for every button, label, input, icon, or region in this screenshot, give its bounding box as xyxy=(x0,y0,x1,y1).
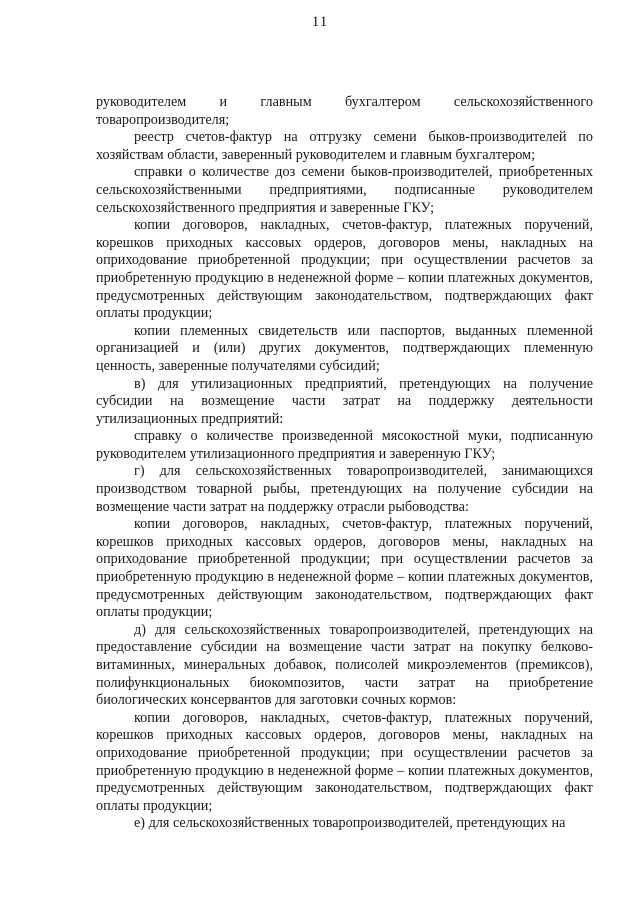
paragraph: справку о количестве произведенной мясокостной муки, подписанную руководителем утилизационного предприятия и заверенную ГКУ; xyxy=(96,428,593,462)
paragraph: справки о количестве доз семени быков-производителей, приобретенных сельскохозяйственными предприятиями, подписанные руководителем сельскохозяйственного предприятия и заверенные ГКУ; xyxy=(96,164,593,216)
paragraph: копии договоров, накладных, счетов-фактур, платежных поручений, корешков приходных кассовых ордеров, договоров мены, накладных на оприходование приобретенной продукции; при осуществлении расчетов за приобретенную продукцию в неденежной форме – копии платежных документов, предусмотренных действующим законодательством, подтверждающих факт оплаты продукции; xyxy=(96,709,593,814)
page-number: 11 xyxy=(311,14,329,30)
paragraph: е) для сельскохозяйственных товаропроизводителей, претендующих на xyxy=(134,815,566,832)
paragraph: копии договоров, накладных, счетов-фактур, платежных поручений, корешков приходных кассовых ордеров, договоров мены, накладных на оприходование приобретенной продукции; при осуществлении расчетов за приобретенную продукцию в неденежной форме – копии платежных документов, предусмотренных действующим законодательством, подтверждающих факт оплаты продукции; xyxy=(96,516,593,621)
paragraph: копии племенных свидетельств или паспортов, выданных племенной организацией и (или) других документов, подтверждающих племенную ценность, заверенные получателями субсидий; xyxy=(96,322,593,374)
paragraph: в) для утилизационных предприятий, претендующих на получение субсидии на возмещение части затрат на поддержку деятельности утилизационных предприятий: xyxy=(96,375,593,427)
paragraph: реестр счетов-фактур на отгрузку семени быков-производителей по хозяйствам области, заверенный руководителем и главным бухгалтером; xyxy=(96,129,593,163)
paragraph: г) для сельскохозяйственных товаропроизводителей, занимающихся производством товарной рыбы, претендующих на получение субсидии на возмещение части затрат на поддержку отрасли рыбоводства: xyxy=(96,463,593,515)
paragraph: руководителем и главным бухгалтером сельскохозяйственного товаропроизводителя; xyxy=(96,94,593,128)
paragraph: д) для сельскохозяйственных товаропроизводителей, претендующих на предоставление субсидии на возмещение части затрат на покупку белково-витаминных, минеральных добавок, полисолей микроэлементов (премиксов), полифункциональных биокомпозитов, части затрат на приобретение биологических консервантов для заготовки сочных кормов: xyxy=(96,621,593,709)
document-body xyxy=(96,94,593,833)
paragraph: копии договоров, накладных, счетов-фактур, платежных поручений, корешков приходных кассовых ордеров, договоров мены, накладных на оприходование приобретенной продукции; при осуществлении расчетов за приобретенную продукцию в неденежной форме – копии платежных документов, предусмотренных действующим законодательством, подтверждающих факт оплаты продукции; xyxy=(96,217,593,322)
